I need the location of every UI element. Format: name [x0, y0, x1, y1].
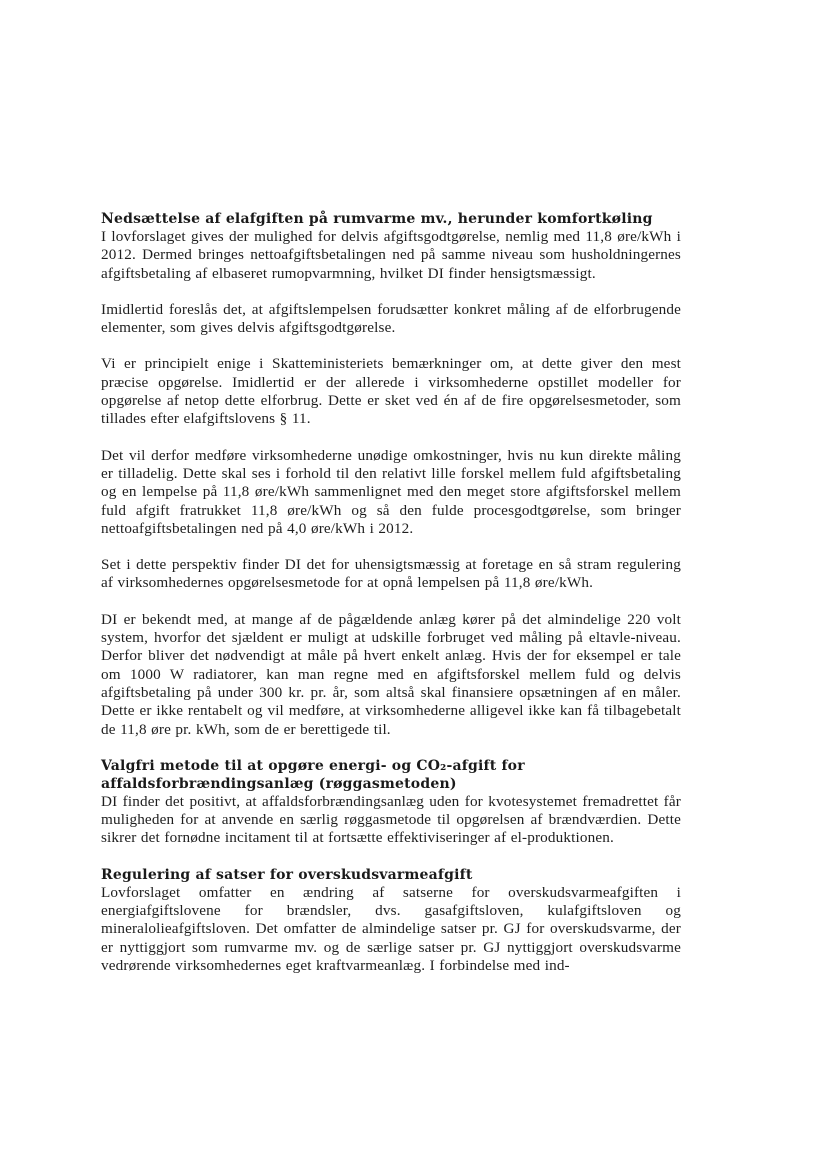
- section-heading: Nedsættelse af elafgiften på rumvarme mv., herunder komfortkøling: [101, 211, 653, 227]
- section-heading: Valgfri metode til at opgøre energi- og CO₂-afgift for affaldsforbrændingsanlæg (røggasmetoden): [101, 757, 525, 792]
- paragraph: I lovforslaget gives der mulighed for delvis afgiftsgodtgørelse, nemlig med 11,8 øre/kWh i 2012. Dermed bringes nettoafgiftsbetalingen ned på samme niveau som husholdningernes afgiftsbetaling af elbaseret rumopvarmning, hvilket DI finder hensigtsmæssigt.: [101, 228, 681, 282]
- section-overskudsvarmeafgift: [101, 866, 681, 975]
- paragraph: Det vil derfor medføre virksomhederne unødige omkostninger, hvis nu kun direkte måling er tilladelig. Dette skal ses i forhold til den relativt lille forskel mellem fuld afgiftsbetaling og en lempelse på 11,8 øre/kWh sammenlignet med den meget store afgiftsforskel mellem fuld afgift fratrukket 11,8 øre/kWh og så den fulde procesgodtgørelse, som bringer nettoafgiftsbetalingen ned på 4,0 øre/kWh i 2012.: [101, 446, 681, 537]
- paragraph: Set i dette perspektiv finder DI det for uhensigtsmæssig at foretage en så stram regulering af virksomhedernes opgørelsesmetode for at opnå lempelsen på 11,8 øre/kWh.: [101, 556, 681, 592]
- section-heading: Regulering af satser for overskudsvarmeafgift: [101, 866, 473, 883]
- paragraph: Imidlertid foreslås det, at afgiftslempelsen forudsætter konkret måling af de elforbrugende elementer, som gives delvis afgiftsgodtgørelse.: [101, 300, 681, 337]
- paragraph: DI finder det positivt, at affaldsforbrændingsanlæg uden for kvotesystemet fremadrettet får muligheden for at anvende en særlig røggasmetode til opgørelsen af brændværdien. Dette sikrer det fornødne incitament til at fortsætte effektiviseringer af el-produktionen.: [101, 792, 681, 847]
- document-page: [101, 210, 681, 975]
- paragraph: DI er bekendt med, at mange af de pågældende anlæg kører på det almindelige 220 volt system, hvorfor det sjældent er muligt at udskille forbruget ved måling på eltavle-niveau. Derfor bliver det nødvendigt at måle på hvert enkelt anlæg. Hvis der for eksempel er tale om 1000 W radiatorer, kan man regne med en afgiftsforskel mellem fuld og delvis afgiftsbetaling på under 300 kr. pr. år, som altså skal finansiere opsætningen af en måler. Dette er ikke rentabelt og vil medføre, at virksomhederne alligevel ikke kan få tilbagebetalt de 11,8 øre pr. kWh, som de er berettigede til.: [101, 610, 681, 738]
- section-roggasmetoden: [101, 757, 681, 848]
- paragraph: Vi er principielt enige i Skatteministeriets bemærkninger om, at dette giver den mest præcise opgørelse. Imidlertid er der allerede i virksomhederne opstillet modeller for opgørelse af netop dette elforbrug. Dette er sket ved én af de fire opgørelsesmetoder, som tillades efter elafgiftslovens § 11.: [101, 355, 681, 428]
- section-elafgift-rumvarme: [101, 210, 681, 739]
- paragraph: Lovforslaget omfatter en ændring af satserne for overskudsvarmeafgiften i energiafgiftslovene for brændsler, dvs. gasafgiftsloven, kulafgiftsloven og mineralolieafgiftsloven. Det omfatter de almindelige satser pr. GJ for overskudsvarme, der er nyttiggjort som rumvarme mv. og de særlige satser pr. GJ nyttiggjort overskudsvarme vedrørende virksomhedernes eget kraftvarmeanlæg. I forbindelse med ind-: [101, 883, 681, 974]
